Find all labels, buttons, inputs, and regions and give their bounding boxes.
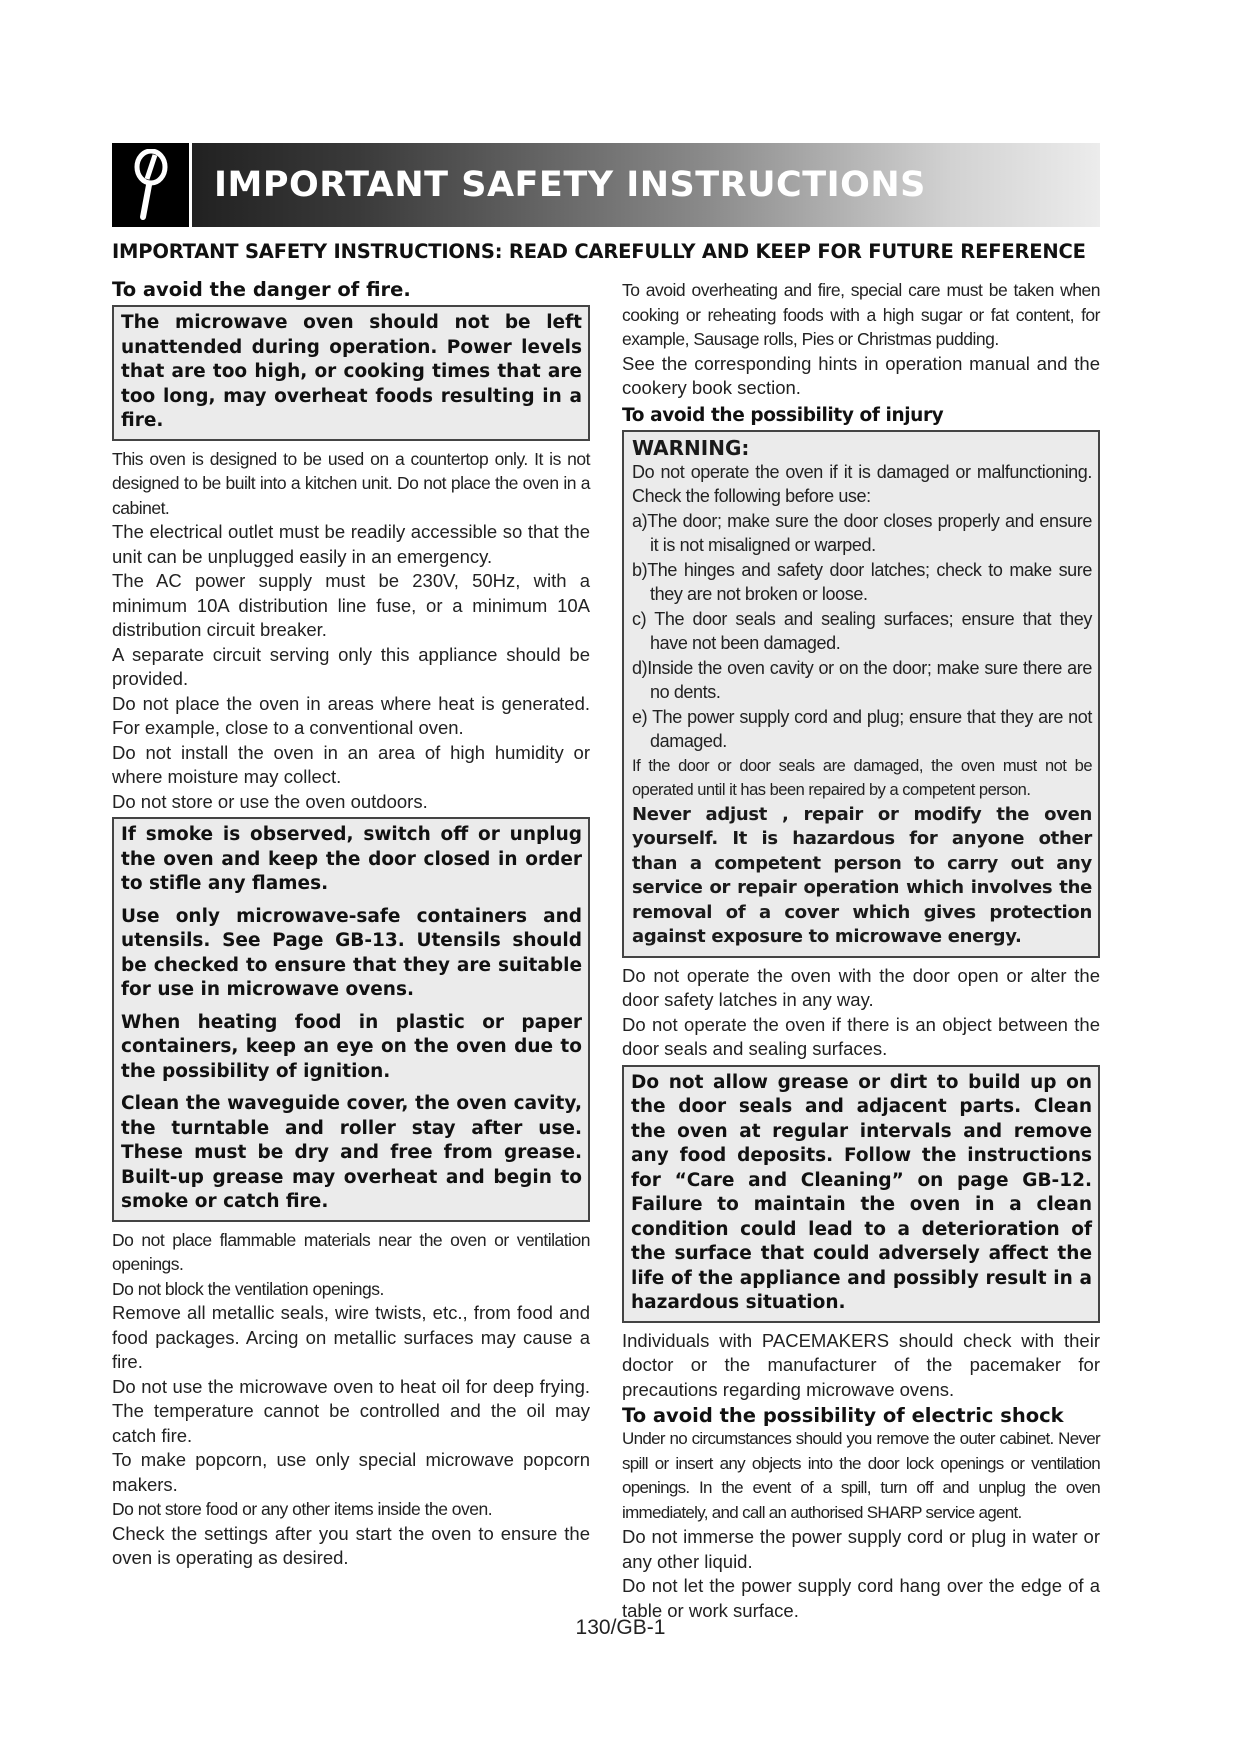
paragraph: The electrical outlet must be readily accessible so that the unit can be unplugged easily in an emergency.: [112, 521, 590, 567]
utensils-text: Use only microwave-safe containers and utensils. See Page GB-13. Utensils should be checked to ensure that they are suitable for use in microwave ovens.: [121, 905, 582, 1000]
paragraph: This oven is designed to be used on a countertop only. It is not designed to be built into a kitchen unit. Do not place the oven in a cabinet.: [112, 448, 590, 518]
paragraph: Do not install the oven in an area of high humidity or where moisture may collect.: [112, 741, 590, 787]
banner-title: IMPORTANT SAFETY INSTRUCTIONS: [214, 165, 926, 205]
paragraph: Do not operate the oven with the door open or alter the door safety latches in any way.: [622, 964, 1100, 1010]
right-column: [622, 278, 1100, 1623]
fire-warning-text: The microwave oven should not be left unattended during operation. Power levels that are too high, or cooking times that are too long, may overheat foods resulting in a fire.: [121, 312, 582, 431]
warning-list-item: d)Inside the oven cavity or on the door; make sure there are no dents.: [632, 657, 1092, 702]
paragraph: Remove all metallic seals, wire twists, etc., from food and food packages. Arcing on metallic surfaces may cause a fire.: [112, 1302, 590, 1372]
warning-title: WARNING:: [632, 435, 750, 460]
overheating-paragraph: To avoid overheating and fire, special care must be taken when cooking or reheating foods with a high sugar or fat content, for example, Sausage rolls, Pies or Christmas pudding.: [622, 280, 1100, 349]
paragraph: To make popcorn, use only special microwave popcorn makers.: [112, 1449, 590, 1495]
smoke-warning-box: [112, 817, 590, 1222]
warning-list-item: b)The hinges and safety door latches; check to make sure they are not broken or loose.: [632, 559, 1092, 604]
warning-intro: Do not operate the oven if it is damaged or malfunctioning. Check the following before use:: [632, 461, 1092, 506]
grease-warning-text: Do not allow grease or dirt to build up on the door seals and adjacent parts. Clean the oven at regular intervals and remove any food deposits. Follow the instructions for “Care and Cleaning” on page GB-12. Failure to maintain the oven in a clean condition could lead to a deterioration of the surface that could adversely affect the life of the appliance and possibly result in a hazardous situation.: [631, 1071, 1092, 1313]
left-column: [112, 278, 590, 1571]
paragraph: Do not store food or any other items inside the oven.: [112, 1499, 493, 1519]
pacemaker-paragraph: Individuals with PACEMAKERS should check with their doctor or the manufacturer of the pacemaker for precautions regarding microwave ovens.: [622, 1329, 1100, 1400]
smoke-text: If smoke is observed, switch off or unplug the oven and keep the door closed in order to stifle any flames.: [121, 824, 582, 894]
grease-warning-box: [622, 1065, 1100, 1323]
warning-list-item: c) The door seals and sealing surfaces; ensure that they have not been damaged.: [632, 608, 1092, 653]
paragraph: Do not store or use the oven outdoors.: [112, 790, 428, 812]
paragraph: Do not place flammable materials near the oven or ventilation openings.: [112, 1229, 590, 1274]
shock-paragraph: Under no circumstances should you remove the outer cabinet. Never spill or insert any objects into the door lock openings or ventilation openings. In the event of a spill, turn off and unplug the oven immediately, and call an authorised SHARP service agent.: [622, 1429, 1100, 1522]
plastic-containers-text: When heating food in plastic or paper containers, keep an eye on the oven due to the possibility of ignition.: [121, 1011, 582, 1082]
fire-section-title: To avoid the danger of fire.: [112, 278, 411, 301]
paragraph: Do not let the power supply cord hang over the edge of a table or work surface.: [622, 1575, 1100, 1621]
injury-section-title: To avoid the possibility of injury: [622, 404, 944, 426]
paragraph: Do not immerse the power supply cord or plug in water or any other liquid.: [622, 1526, 1100, 1572]
clean-waveguide-text: Clean the waveguide cover, the oven cavity, the turntable and roller stay after use. These must be dry and free from grease. Built-up grease may overheat and begin to smoke or catch fire.: [121, 1093, 582, 1212]
paragraph: Check the settings after you start the oven to ensure the oven is operating as desired.: [112, 1522, 590, 1568]
injury-warning-box: [622, 430, 1100, 958]
hints-paragraph: See the corresponding hints in operation manual and the cookery book section.: [622, 352, 1100, 398]
fire-warning-box: [112, 305, 590, 441]
page-subheading: IMPORTANT SAFETY INSTRUCTIONS: READ CAREFULLY AND KEEP FOR FUTURE REFERENCE: [112, 240, 1086, 263]
fire-paragraphs-2: [112, 1228, 590, 1571]
header-banner: [112, 143, 1100, 227]
warning-list-item: e) The power supply cord and plug; ensure that they are not damaged.: [632, 706, 1092, 751]
paragraph: A separate circuit serving only this appliance should be provided.: [112, 643, 590, 689]
page-number: 130/GB-1: [575, 1616, 666, 1639]
shock-section-title: To avoid the possibility of electric shock: [622, 1404, 1064, 1427]
paragraph: Do not use the microwave oven to heat oil for deep frying. The temperature cannot be controlled and the oil may catch fire.: [112, 1375, 590, 1446]
warning-list-item: a)The door; make sure the door closes properly and ensure it is not misaligned or warped.: [632, 510, 1092, 555]
fire-paragraphs: [112, 447, 590, 815]
paragraph: Do not place the oven in areas where heat is generated. For example, close to a conventional oven.: [112, 692, 590, 738]
paragraph: Do not operate the oven if there is an object between the door seals and sealing surfaces.: [622, 1013, 1100, 1059]
paragraph: The AC power supply must be 230V, 50Hz, with a minimum 10A distribution line fuse, or a minimum 10A distribution circuit breaker.: [112, 570, 590, 640]
warning-note: If the door or door seals are damaged, the oven must not be operated until it has been repaired by a competent person.: [632, 756, 1092, 799]
paragraph: Do not block the ventilation openings.: [112, 1278, 384, 1299]
warning-bold-text: Never adjust , repair or modify the oven yourself. It is hazardous for anyone other than a competent person to carry out any service or repair operation which involves the removal of a cover which gives protection against exposure to microwave energy.: [632, 803, 1092, 947]
info-icon: [112, 143, 192, 227]
